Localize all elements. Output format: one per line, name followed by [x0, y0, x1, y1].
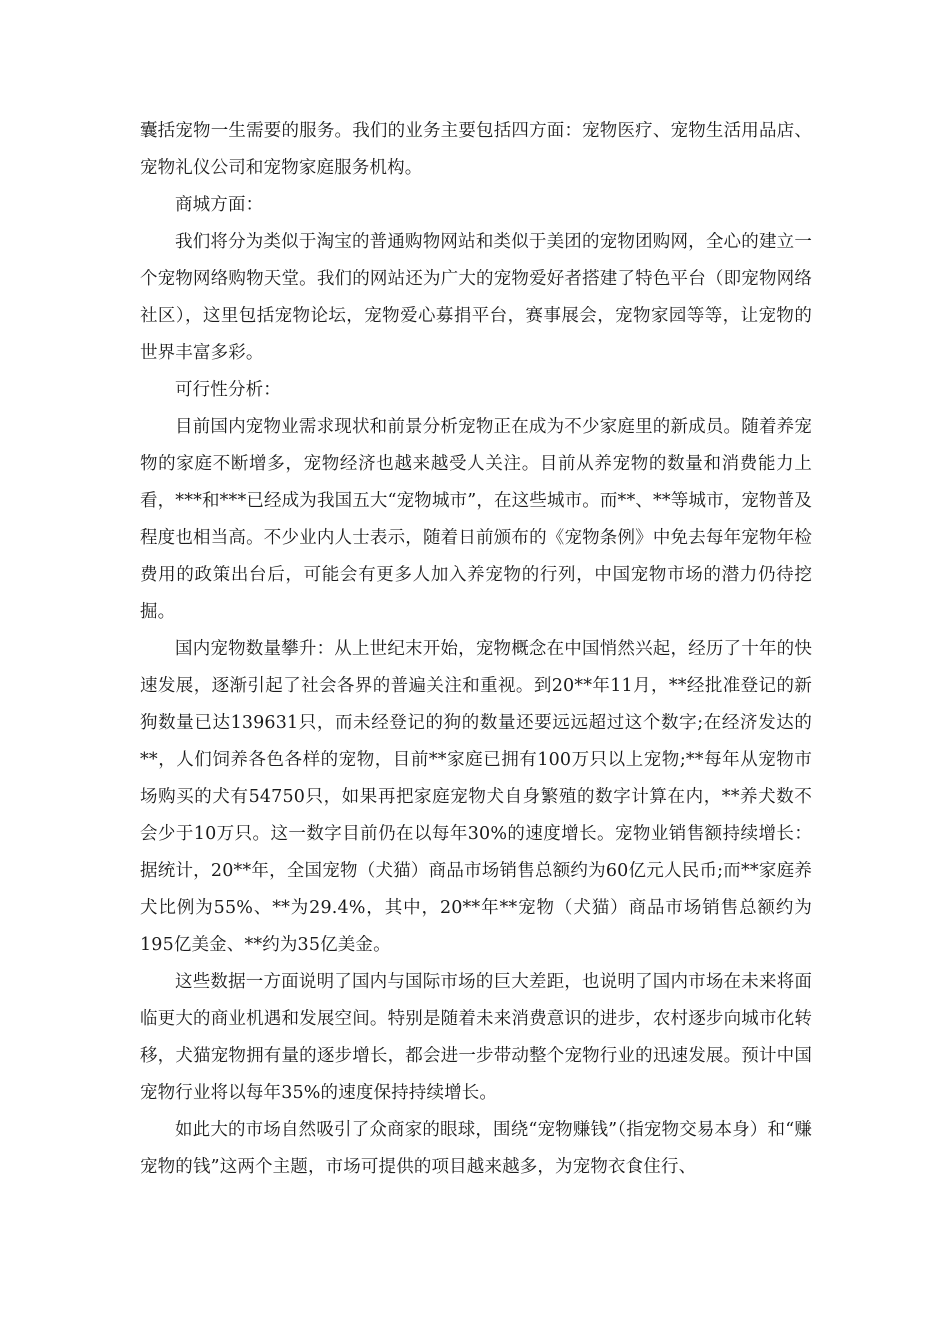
paragraph-demand-analysis: 目前国内宠物业需求现状和前景分析宠物正在成为不少家庭里的新成员。随着养宠物的家庭不断增多，宠物经济也越来越受人关注。目前从养宠物的数量和消费能力上看，***和***已经成为我国五大“宠物城市”，在这些城市。而**、**等城市，宠物普及程度也相当高。不少业内人士表示，随着日前颁布的《宠物条例》中免去每年宠物年检费用的政策出台后，可能会有更多人加入养宠物的行列，中国宠物市场的潜力仍待挖掘。 [140, 417, 812, 622]
paragraph-market-gap: 这些数据一方面说明了国内与国际市场的巨大差距，也说明了国内市场在未来将面临更大的商业机遇和发展空间。特别是随着未来消费意识的进步，农村逐步向城市化转移，犬猫宠物拥有量的逐步增长，都会进一步带动整个宠物行业的迅速发展。预计中国宠物行业将以每年35%的速度保持持续增长。 [140, 972, 812, 1103]
paragraph-pet-growth: 国内宠物数量攀升：从上世纪末开始，宠物概念在中国悄然兴起，经历了十年的快速发展，逐渐引起了社会各界的普遍关注和重视。到20**年11月，**经批准登记的新狗数量已达139631只，而未经登记的狗的数量还要远远超过这个数字;在经济发达的**，人们饲养各色各样的宠物，目前**家庭已拥有100万只以上宠物;**每年从宠物市场购买的犬有54750只，如果再把家庭宠物犬自身繁殖的数字计算在内，**养犬数不会少于10万只。这一数字目前仍在以每年30%的速度增长。宠物业销售额持续增长：据统计，20**年，全国宠物（犬猫）商品市场销售总额约为60亿元人民币;而**家庭养犬比例为55%、**为29.4%，其中，20**年**宠物（犬猫）商品市场销售总额约为195亿美金、**约为35亿美金。 [140, 639, 812, 955]
document-body [140, 113, 812, 1186]
heading-feasibility: 可行性分析： [175, 380, 281, 400]
heading-mall: 商城方面： [175, 195, 264, 215]
paragraph-market-attraction: 如此大的市场自然吸引了众商家的眼球，围绕“宠物赚钱”（指宠物交易本身）和“赚宠物的钱”这两个主题，市场可提供的项目越来越多，为宠物衣食住行、 [140, 1120, 812, 1177]
paragraph-services-intro: 囊括宠物一生需要的服务。我们的业务主要包括四方面：宠物医疗、宠物生活用品店、宠物礼仪公司和宠物家庭服务机构。 [140, 121, 812, 178]
paragraph-mall: 我们将分为类似于淘宝的普通购物网站和类似于美团的宠物团购网，全心的建立一个宠物网络购物天堂。我们的网站还为广大的宠物爱好者搭建了特色平台（即宠物网络社区），这里包括宠物论坛，宠物爱心募捐平台，赛事展会，宠物家园等等，让宠物的世界丰富多彩。 [140, 232, 812, 363]
